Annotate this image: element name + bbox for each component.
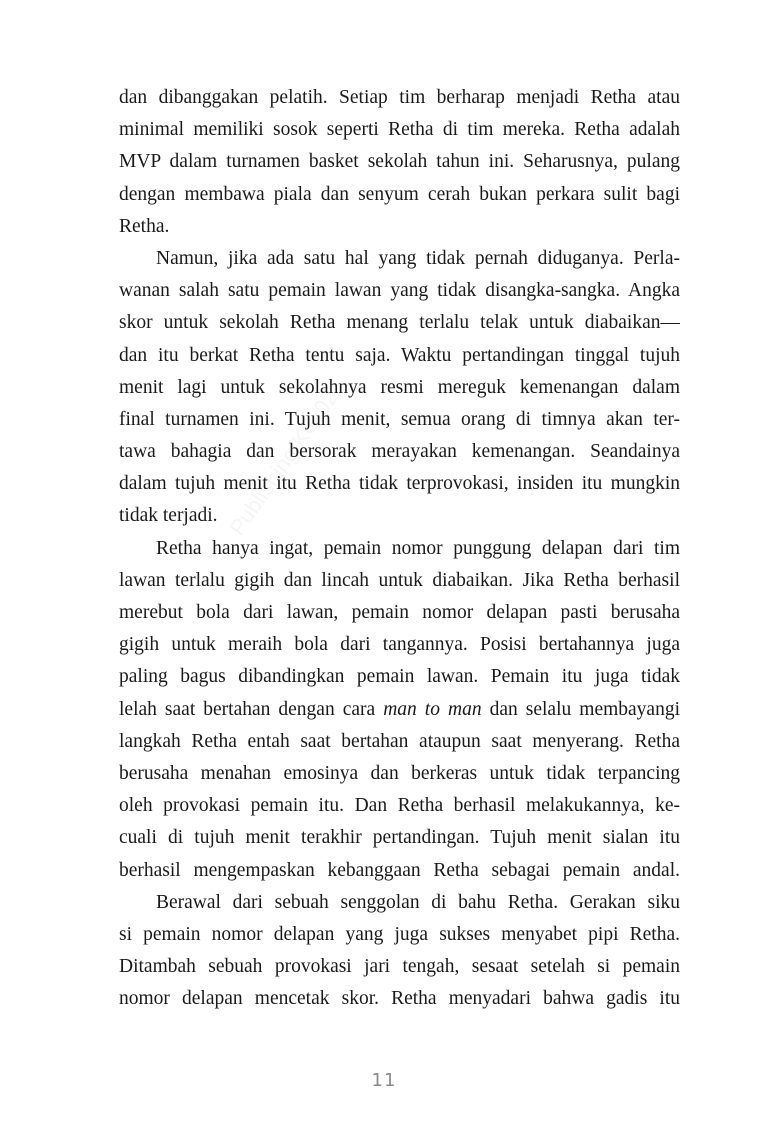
text-line: dalam tujuh menit itu Retha tidak terprovokasi, insiden itu mungkin: [119, 473, 680, 495]
text-line: Berawal dari sebuah senggolan di bahu Retha. Gerakan siku: [156, 891, 680, 913]
text-line: tidak terjadi.: [119, 505, 218, 527]
text-line: skor untuk sekolah Retha menang terlalu telak untuk diabaikan—: [119, 312, 680, 334]
text-line: minimal memiliki sosok seperti Retha di tim mereka. Retha adalah: [119, 119, 680, 141]
text-line: oleh provokasi pemain itu. Dan Retha berhasil melakukannya, ke-: [119, 795, 680, 817]
text-line: wanan salah satu pemain lawan yang tidak disangka-sangka. Angka: [119, 280, 680, 302]
paragraph: [119, 243, 680, 533]
text-line: Namun, jika ada satu hal yang tidak pernah diduganya. Perla-: [156, 247, 680, 269]
text-line: gigih untuk meraih bola dari tangannya. Posisi bertahannya juga: [119, 634, 680, 656]
text-line: berhasil mengempaskan kebanggaan Retha sebagai pemain andal.: [119, 859, 680, 881]
text-line: merebut bola dari lawan, pemain nomor delapan pasti berusaha: [119, 602, 680, 623]
text-line: nomor delapan mencetak skor. Retha menyadari bahwa gadis itu: [119, 988, 680, 1010]
text-line: menit lagi untuk sekolahnya resmi mereguk kemenangan dalam: [119, 376, 680, 398]
text-line-with-italic: [119, 694, 680, 726]
text-line: Retha.: [119, 215, 170, 237]
text-line: Retha hanya ingat, pemain nomor punggung delapan dari tim: [156, 537, 680, 559]
body-text: [119, 82, 680, 1015]
text-line: final turnamen ini. Tujuh menit, semua orang di timnya akan ter-: [119, 408, 680, 430]
watermark: Publishing/KG-02: [224, 385, 344, 540]
text-run: lelah saat bertahan dengan cara: [119, 698, 384, 720]
italic-phrase: man to man: [383, 698, 482, 720]
text-line: langkah Retha entah saat bertahan ataupun saat menyerang. Retha: [119, 730, 680, 752]
text-line: lawan terlalu gigih dan lincah untuk diabaikan. Jika Retha berhasil: [119, 569, 680, 591]
paragraph: [119, 887, 680, 1016]
text-line: si pemain nomor delapan yang juga sukses menyabet pipi Retha.: [119, 923, 680, 945]
text-line: tawa bahagia dan bersorak merayakan kemenangan. Seandainya: [119, 441, 680, 463]
text-line: dan dibanggakan pelatih. Setiap tim berharap menjadi Retha atau: [119, 87, 680, 108]
text-line: cuali di tujuh menit terakhir pertandingan. Tujuh menit sialan itu: [119, 827, 680, 849]
page-number: 11: [371, 1070, 397, 1091]
paragraph: [119, 82, 680, 243]
text-line: dengan membawa piala dan senyum cerah bukan perkara sulit bagi: [119, 183, 680, 205]
paragraph: [119, 533, 680, 887]
text-line: Ditambah sebuah provokasi jari tengah, sesaat setelah si pemain: [119, 956, 680, 978]
text-line: paling bagus dibandingkan pemain lawan. Pemain itu juga tidak: [119, 666, 680, 688]
text-line: dan itu berkat Retha tentu saja. Waktu pertandingan tinggal tujuh: [119, 344, 680, 366]
text-run: dan selalu membayangi: [481, 698, 680, 720]
text-line: berusaha menahan emosinya dan berkeras untuk tidak terpancing: [119, 762, 680, 784]
text-line: MVP dalam turnamen basket sekolah tahun ini. Seharusnya, pulang: [119, 151, 680, 173]
